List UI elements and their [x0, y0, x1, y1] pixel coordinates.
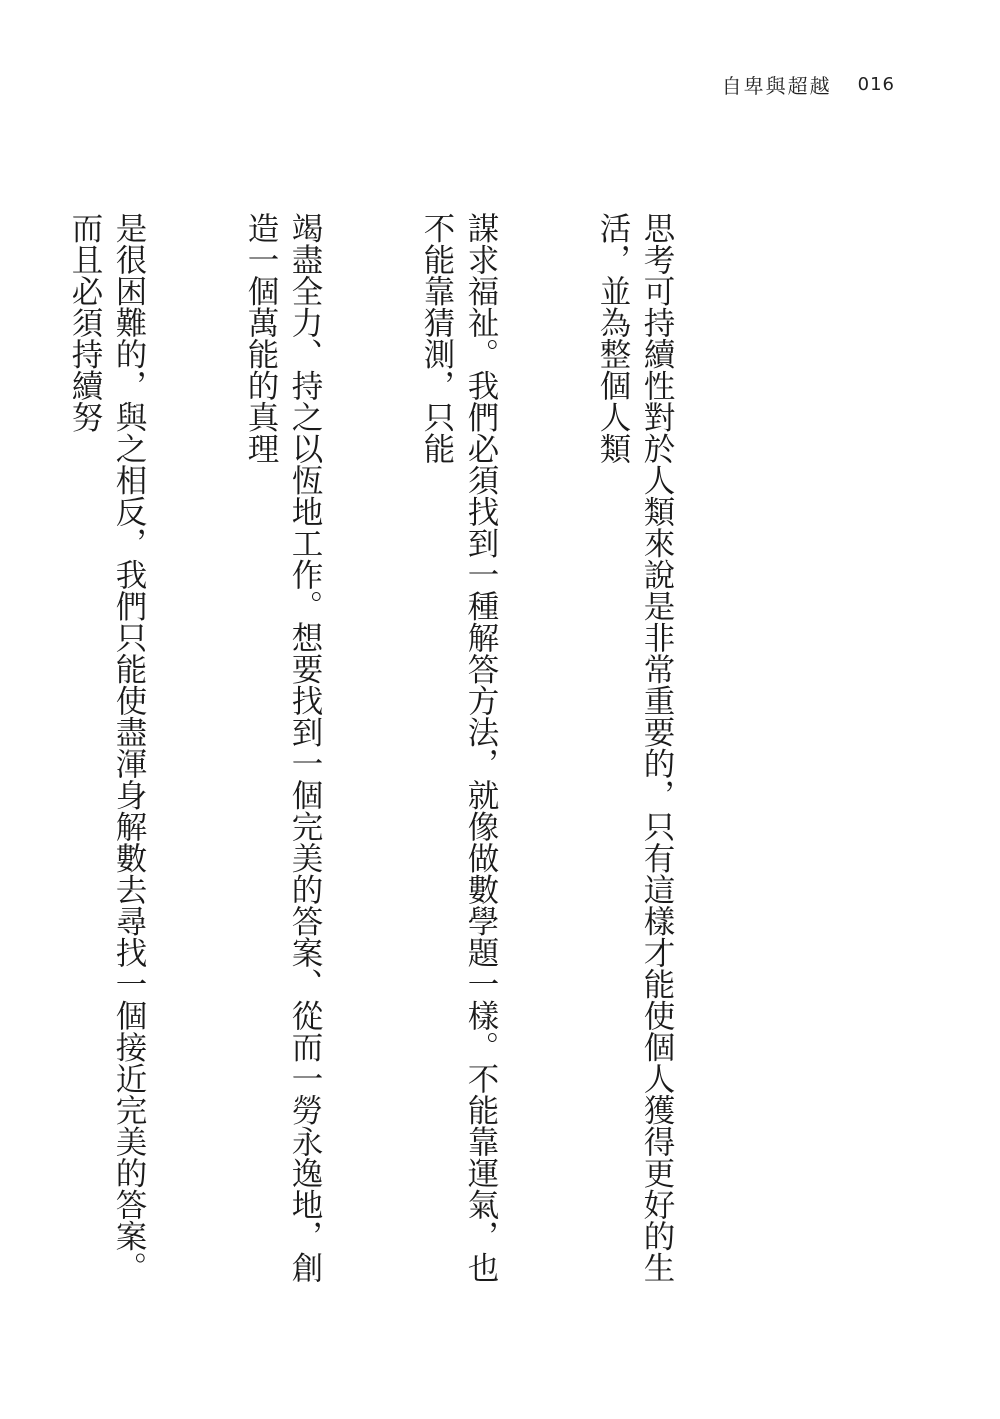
- running-header: [722, 70, 895, 99]
- text-line: 謀求福祉。我們必須找到一種解答方法，就像做數學題一樣。不能靠運氣，也不能靠猜測，只能: [419, 212, 499, 1283]
- text-line: 是很困難的，與之相反，我們只能使盡渾身解數去尋找一個接近完美的答案。而且必須持續努: [67, 212, 147, 1283]
- text-line: 思考可持續性對於人類來說是非常重要的，只有這樣才能使個人獲得更好的生活，並為整個人類: [595, 212, 675, 1283]
- text-line: 竭盡全力、持之以恆地工作。想要找到一個完美的答案、從而一勞永逸地，創造一個萬能的真理: [243, 212, 323, 1283]
- body-text: [0, 212, 855, 1312]
- book-title: 自卑與超越: [721, 74, 832, 98]
- page-number: 016: [857, 74, 895, 95]
- paragraph: [0, 212, 767, 1312]
